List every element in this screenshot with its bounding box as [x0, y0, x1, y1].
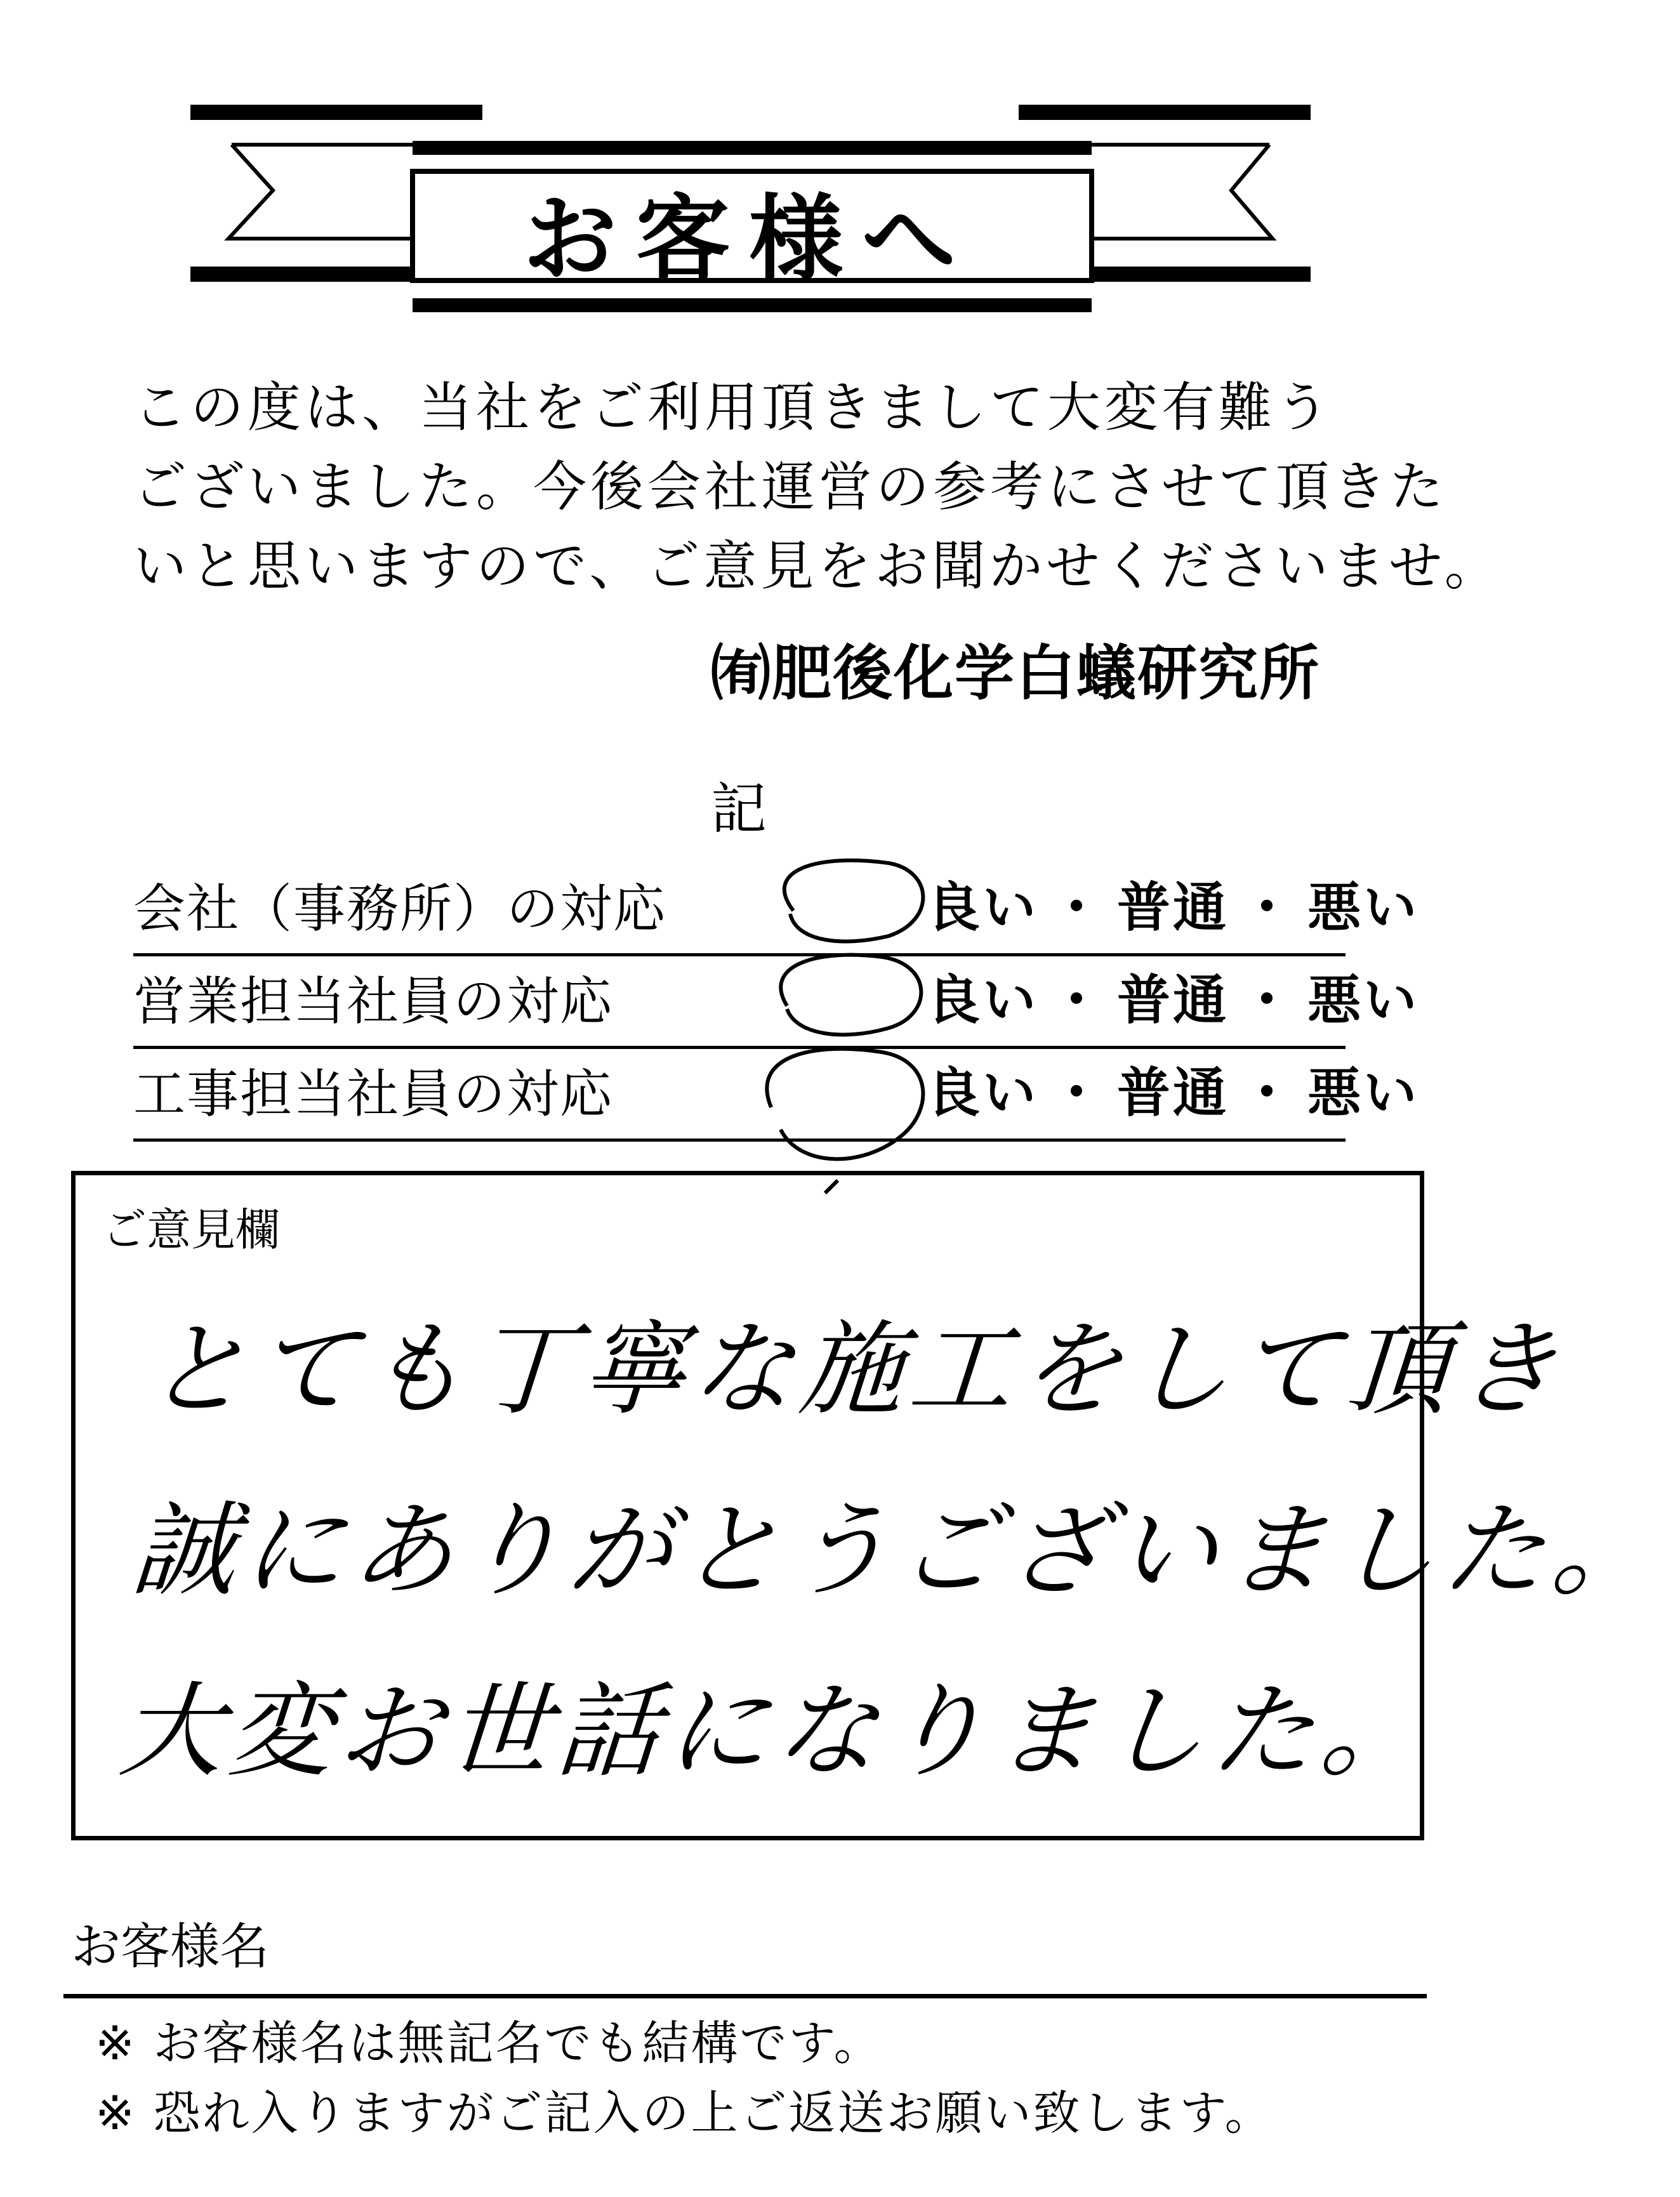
banner-title: お客様へ: [523, 183, 975, 294]
handwritten-comment: [114, 1280, 1665, 1823]
rating-choices: [927, 865, 1419, 942]
separator-dot: ・: [1240, 1062, 1297, 1124]
opinion-box[interactable]: [71, 1171, 1665, 1840]
notes: [95, 2009, 1274, 2148]
rating-row-construction: [133, 1043, 1420, 1142]
choice-good[interactable]: 良い: [927, 876, 1039, 939]
intro-line: いと思いますので、ご意見をお聞かせくださいませ。: [133, 535, 1502, 597]
choice-bad[interactable]: 悪い: [1307, 969, 1420, 1031]
separator-dot: ・: [1050, 876, 1106, 939]
choice-normal[interactable]: 普通: [1117, 876, 1229, 939]
note-line: ※ お客様名は無記名でも結構です。: [95, 2016, 883, 2071]
choice-normal[interactable]: 普通: [1117, 969, 1229, 1031]
rating-choices: [927, 958, 1419, 1034]
separator-dot: ・: [1240, 876, 1297, 939]
rating-label: 営業担当社員の対応: [133, 972, 614, 1032]
customer-name-label: お客様名: [71, 1918, 270, 1976]
choice-good[interactable]: 良い: [927, 1062, 1039, 1124]
intro-line: ございました。今後会社運営の参考にさせて頂きた: [133, 456, 1448, 518]
separator-dot: ・: [1240, 969, 1297, 1031]
rating-label: 工事担当社員の対応: [133, 1064, 614, 1125]
intro-line: この度は、当社をご利用頂きまして大変有難う: [133, 376, 1333, 439]
customer-name-field[interactable]: [355, 1910, 1422, 1986]
choice-bad[interactable]: 悪い: [1307, 1062, 1420, 1124]
customer-name-underline: [63, 1994, 1427, 1998]
rating-choices: [927, 1050, 1419, 1127]
choice-normal[interactable]: 普通: [1117, 1062, 1229, 1124]
ki-heading: 記: [711, 776, 767, 841]
rating-row-sales: [133, 951, 1420, 1049]
separator-dot: ・: [1050, 969, 1106, 1031]
rating-row-office: [133, 858, 1420, 956]
handwritten-line: 大変お世話になりました。: [116, 1672, 1434, 1791]
handwritten-line: とても丁寧な施工をして頂き: [141, 1310, 1569, 1430]
opinion-label: ご意見欄: [102, 1204, 280, 1256]
separator-dot: ・: [1050, 1062, 1106, 1124]
choice-good[interactable]: 良い: [927, 969, 1039, 1031]
handwritten-line: 誠にありがとうございました。: [128, 1491, 1665, 1611]
note-line: ※ 恐れ入りますがご記入の上ご返送お願い致します。: [95, 2086, 1274, 2141]
company-name: ㈲肥後化学白蟻研究所: [711, 639, 1321, 708]
intro-paragraph: [133, 368, 1502, 606]
choice-bad[interactable]: 悪い: [1307, 876, 1420, 939]
rating-label: 会社（事務所）の対応: [133, 879, 667, 939]
